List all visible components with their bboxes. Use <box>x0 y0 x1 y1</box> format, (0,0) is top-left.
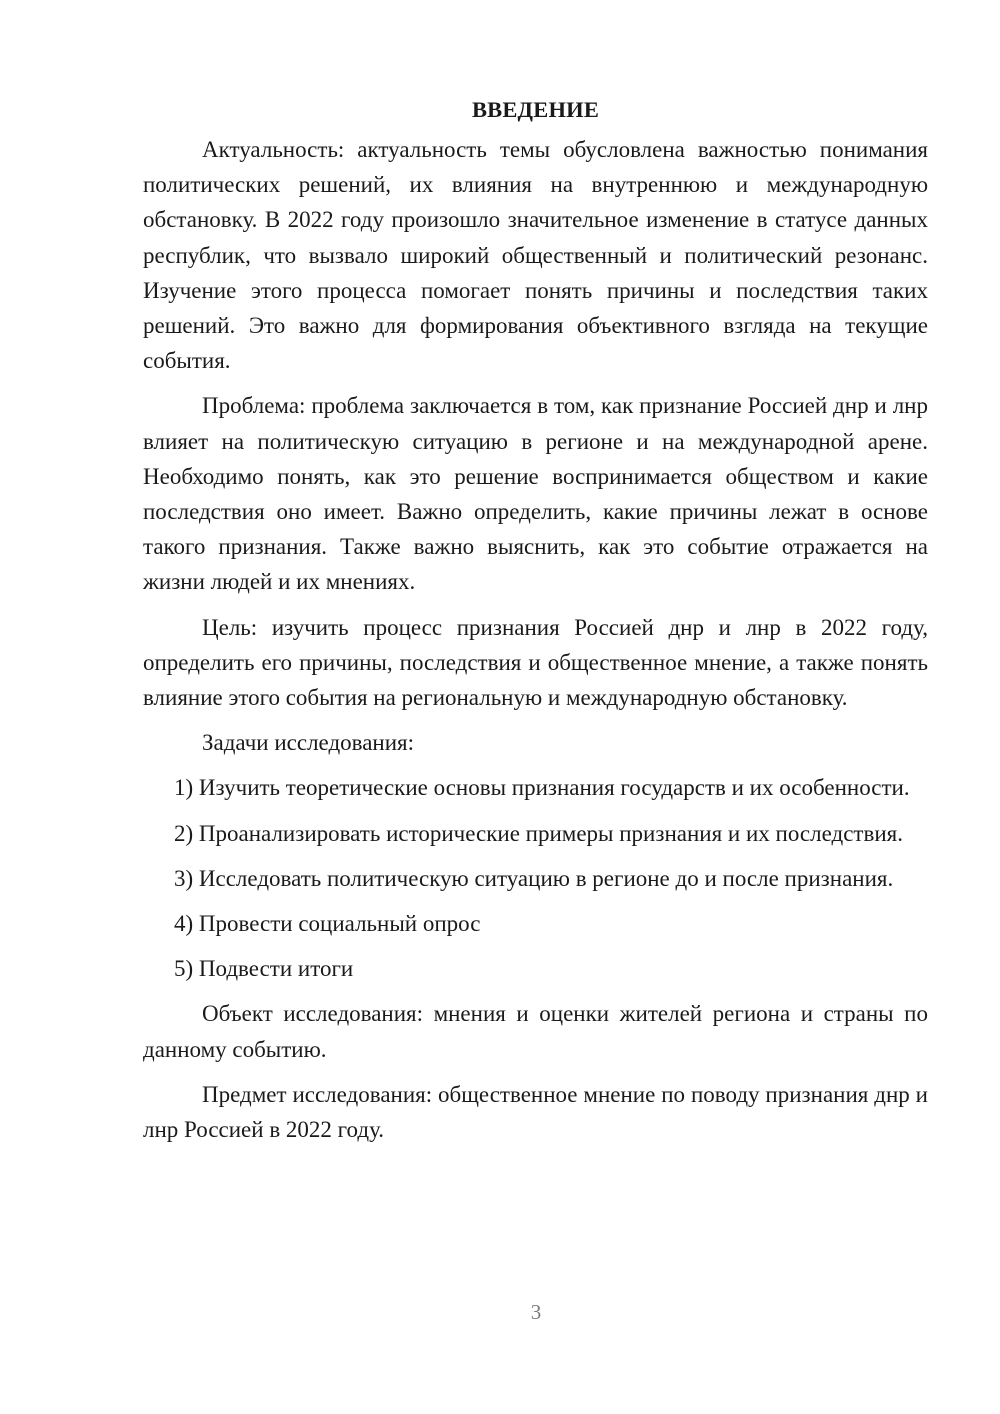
paragraph-subject: Предмет исследования: общественное мнение по поводу признания днр и лнр Россией в 2022 году. <box>143 1081 928 1143</box>
paragraph-problem: Проблема: проблема заключается в том, как признание Россией днр и лнр влияет на политическую ситуацию в регионе и на международной арене. Необходимо понять, как это решение воспринимается обществом и какие последствия оно имеет. Важно определить, какие причины лежат в основе такого признания. Также важно выяснить, как это событие отражается на жизни людей и их мнениях. <box>143 393 928 595</box>
task-item-5: 5) Подвести итоги <box>174 956 354 982</box>
task-item-2: 2) Проанализировать исторические примеры признания и их последствия. <box>174 820 903 846</box>
page-number: 3 <box>530 1300 542 1324</box>
task-item-1: 1) Изучить теоретические основы признания государств и их особенности. <box>174 775 910 801</box>
task-item-3: 3) Исследовать политическую ситуацию в регионе до и после признания. <box>174 865 894 891</box>
paragraph-tasks-heading: Задачи исследования: <box>202 730 415 756</box>
paragraph-goal: Цель: изучить процесс признания Россией днр и лнр в 2022 году, определить его причины, последствия и общественное мнение, а также понять влияние этого события на региональную и международную обстановку. <box>143 614 928 711</box>
section-heading: ВВЕДЕНИЕ <box>471 97 600 122</box>
task-item-4: 4) Провести социальный опрос <box>174 911 481 937</box>
paragraph-relevance: Актуальность: актуальность темы обусловлена важностью понимания политических решений, их влияния на внутреннюю и международную обстановку. В 2022 году произошло значительное изменение в статусе данных республик, что вызвало широкий общественный и политический резонанс. Изучение этого процесса помогает понять причины и последствия таких решений. Это важно для формирования объективного взгляда на текущие события. <box>143 137 928 374</box>
paragraph-object: Объект исследования: мнения и оценки жителей региона и страны по данному событию. <box>143 1001 928 1062</box>
document-page <box>143 92 928 1157</box>
